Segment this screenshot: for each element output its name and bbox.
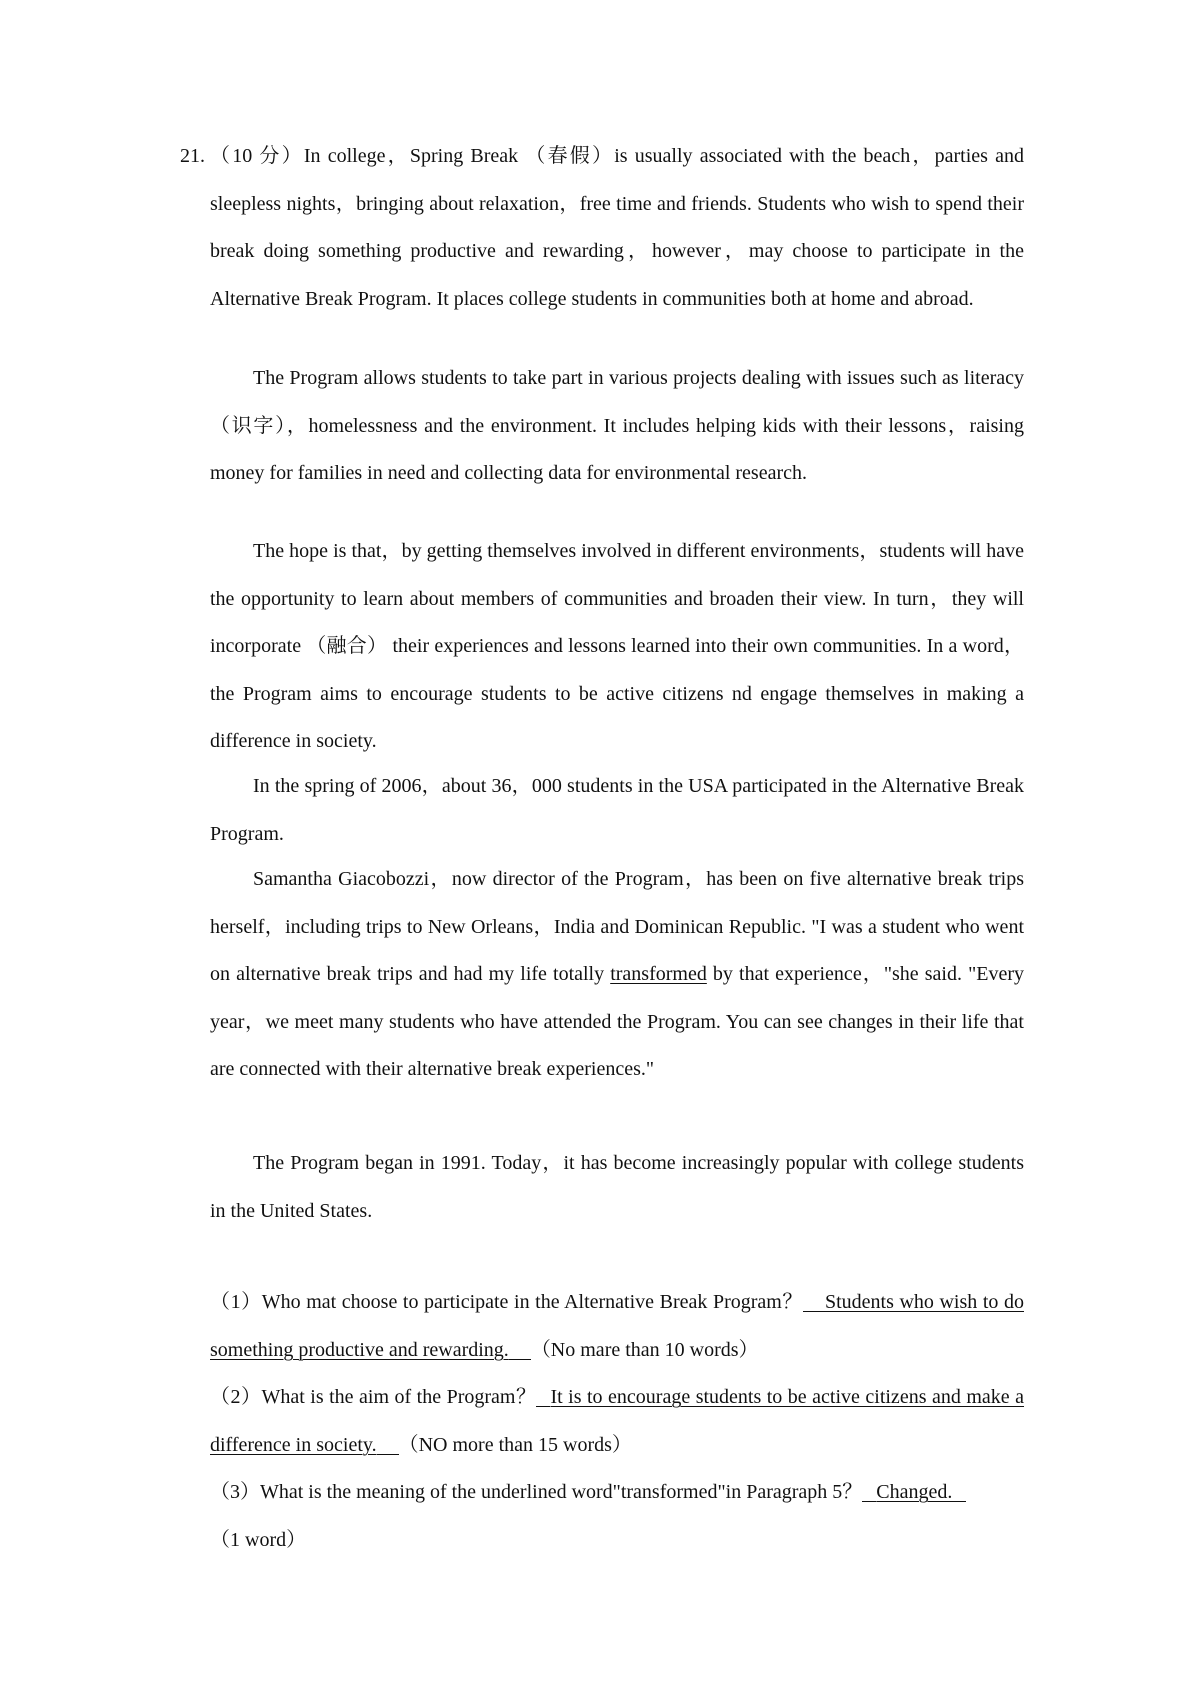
subquestion-1 [210,1279,1024,1374]
subquestion-3-answer: Changed. [876,1481,953,1503]
subquestion-2-label: （2） [210,1386,262,1408]
subquestion-2-limit: （NO more than 15 words） [398,1433,632,1456]
subquestion-1-answer: Students who wish to do something productive and rewarding. [210,1291,1024,1361]
paragraph-1 [180,133,1025,323]
answer-blank-tail [952,1500,966,1502]
paragraph-2: The Program allows students to take part in various projects dealing with issues such as literacy （识字），homelessness and the environment. It includes helping kids with their lessons，raising money for families in need and collecting data for environmental research. [210,367,1024,484]
subquestion-3 [210,1469,1024,1564]
paragraph-6: The Program began in 1991. Today，it has become increasingly popular with college students in the United States. [210,1152,1024,1222]
answer-blank-lead [862,1500,876,1502]
answer-blank-tail [377,1453,399,1455]
paragraph-1-text: In college，Spring Break （春假）is usually associated with the beach，parties and sleepless nights，bringing about relaxation，free time and friends. Students who wish to spend their break doing something productive and rewarding，however，may choose to participate in the Alternative Break Program. It places college students in communities both at home and abroad. [210,145,1025,310]
subquestion-2-answer: It is to encourage students to be active citizens and make a difference in society. [210,1386,1025,1456]
answer-blank-lead [803,1310,825,1312]
paragraph-4: In the spring of 2006，about 36，000 students in the USA participated in the Alternative Break Program. [210,775,1024,845]
paragraph-5-text-before: Samantha Giacobozzi，now director of the Program，has been on five alternative break trips herself，including trips to New Orleans，India and Dominican Republic. "I was a student who went on alternative break trips and had my life totally [210,868,1024,985]
answer-blank-lead [536,1405,550,1407]
paragraph-3: The hope is that，by getting themselves involved in different environments，students will have the opportunity to learn about members of communities and broaden their view. In turn，they will incorporate （融合） their experiences and lessons learned into their own communities. In a word，the Program aims to encourage students to be active citizens nd engage themselves in making a difference in society. [210,540,1024,752]
paragraph-5-text-after: by that experience，"she said. "Every year，we meet many students who have attended the Program. You can see changes in their life that are connected with their alternative break experiences." [210,963,1024,1080]
question-number: 21. [180,145,205,167]
subquestion-3-limit: （1 word） [210,1528,307,1551]
answer-blank-tail [509,1358,531,1360]
subquestion-3-label: （3） [210,1481,260,1503]
subquestion-2 [210,1374,1024,1469]
subquestion-1-label: （1） [210,1291,262,1313]
paragraph-5 [210,856,1024,1094]
question-score: （10 分） [210,145,304,167]
subquestion-2-prompt: What is the aim of the Program？ [261,1386,537,1408]
subquestion-1-limit: （No mare than 10 words） [530,1338,759,1361]
subquestion-3-prompt: What is the meaning of the underlined word"transformed"in Paragraph 5？ [260,1481,863,1503]
underlined-word: transformed [610,963,707,985]
subquestion-1-prompt: Who mat choose to participate in the Alternative Break Program？ [261,1291,803,1313]
